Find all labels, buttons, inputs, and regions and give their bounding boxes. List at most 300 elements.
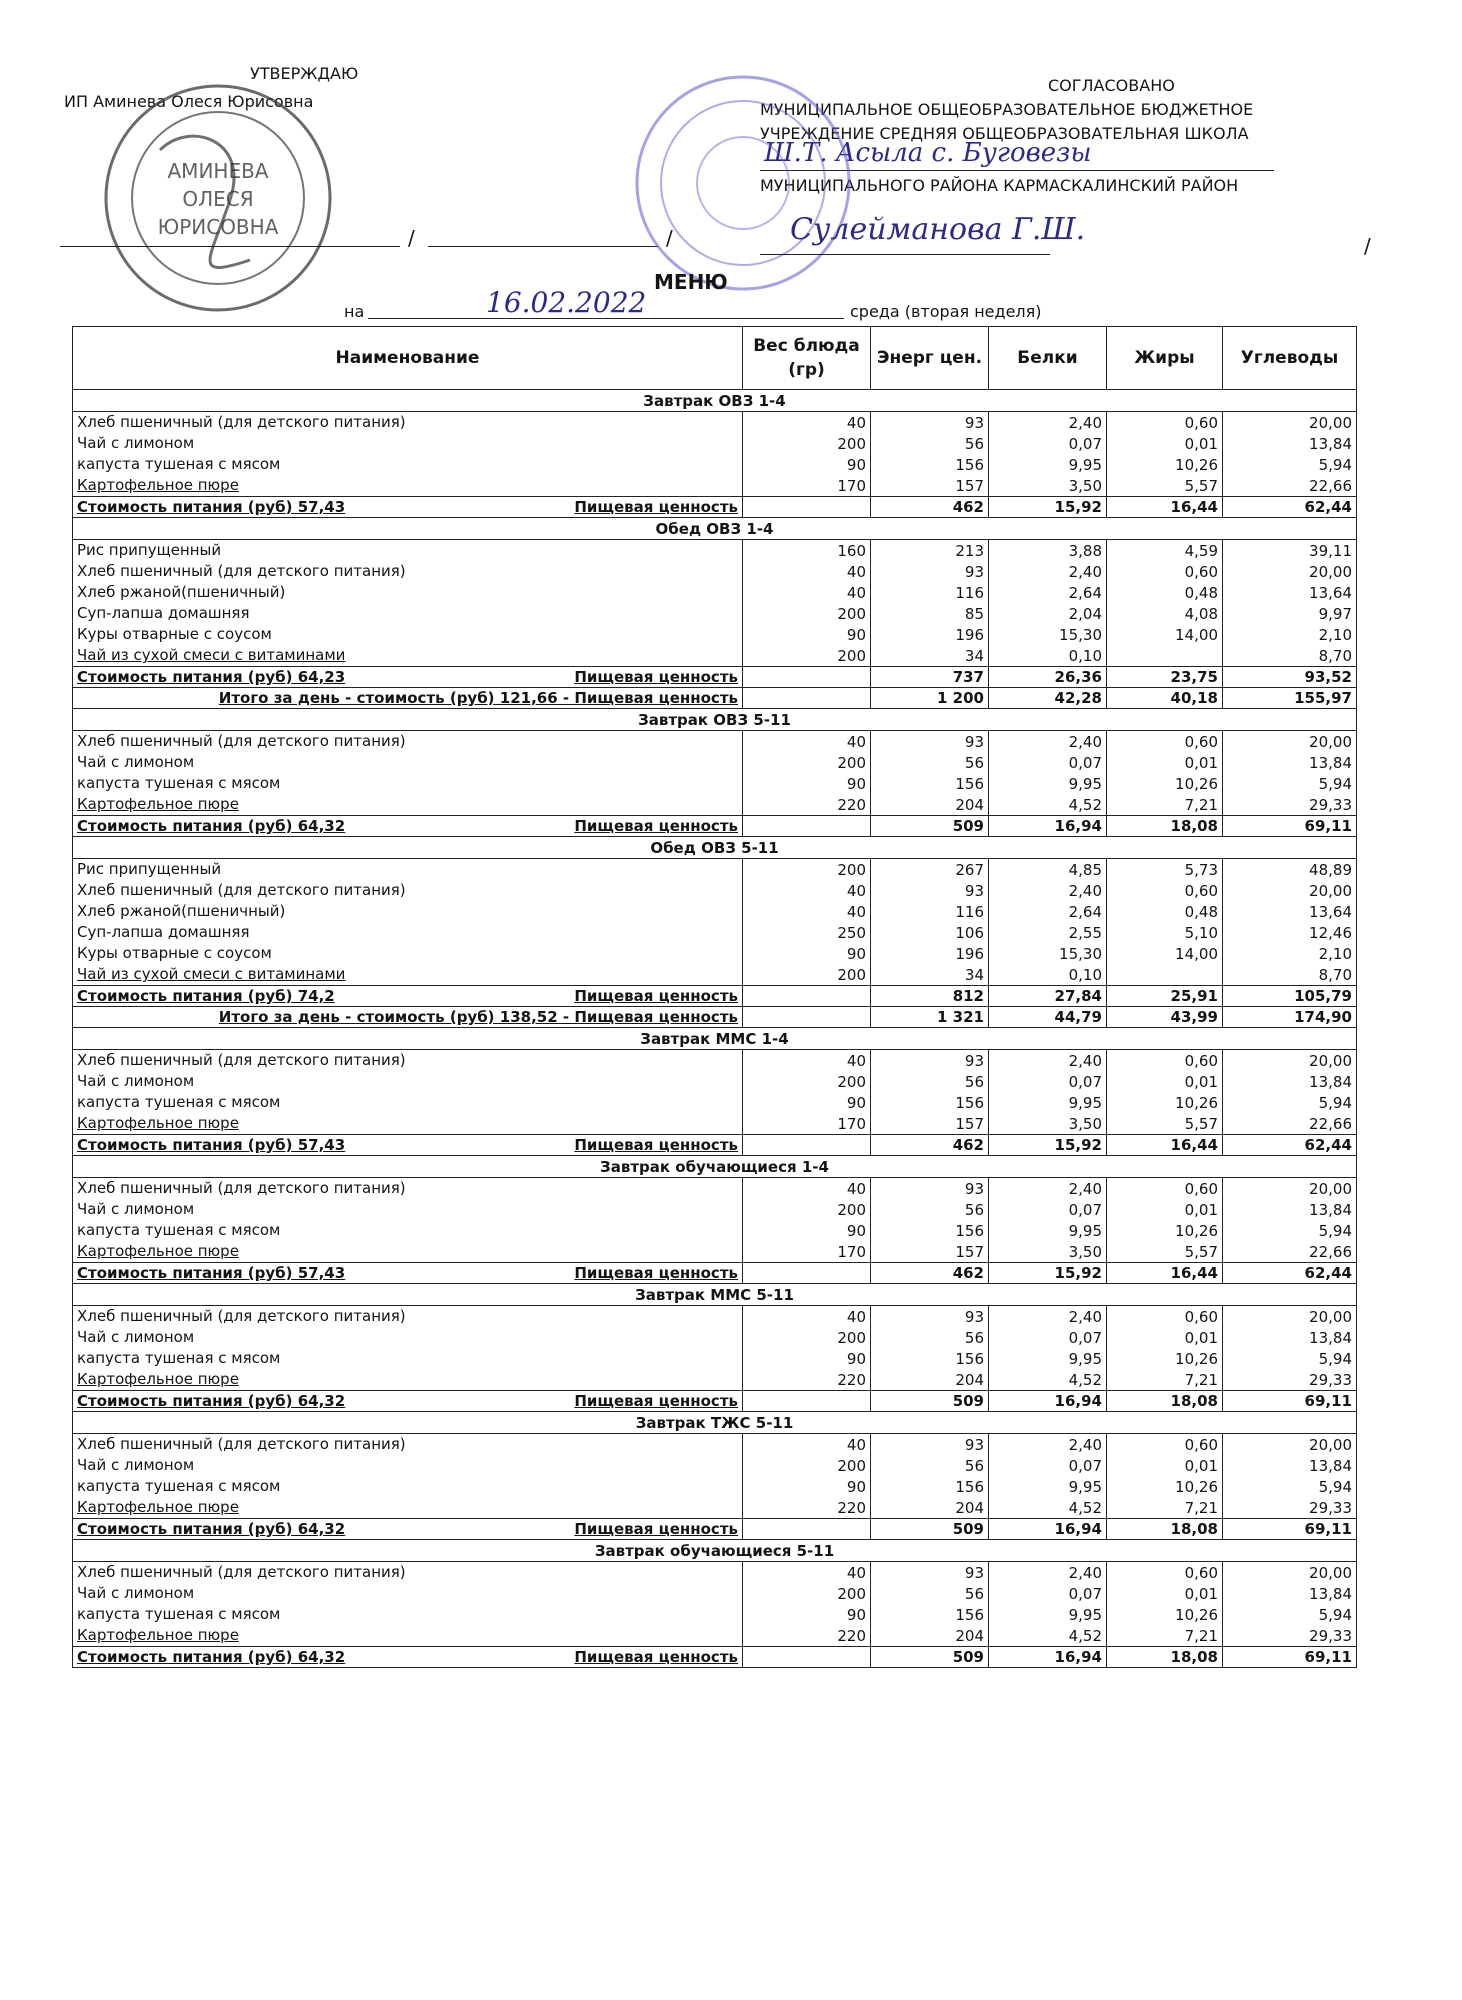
- dish-energy: 156: [871, 1348, 989, 1369]
- dish-weight: 200: [743, 964, 871, 986]
- dish-weight: 40: [743, 1306, 871, 1328]
- school-stamp: [632, 72, 854, 294]
- dish-row: [73, 475, 1357, 497]
- total-carbs: 62,44: [1223, 497, 1357, 518]
- dish-energy: 157: [871, 1241, 989, 1263]
- dish-row: [73, 1348, 1357, 1369]
- dish-weight: 220: [743, 1497, 871, 1519]
- dish-carbs: 13,84: [1223, 1455, 1357, 1476]
- total-fat: 18,08: [1107, 1391, 1223, 1412]
- dish-row: [73, 752, 1357, 773]
- dish-weight: 40: [743, 731, 871, 753]
- day-total-label: Итого за день - стоимость (руб) 121,66 - Пищевая ценность: [73, 688, 743, 709]
- section-title: Завтрак обучающиеся 1-4: [73, 1156, 1357, 1178]
- cost-label: Стоимость питания (руб) 57,43: [77, 1264, 346, 1282]
- total-protein: 26,36: [989, 667, 1107, 688]
- dish-carbs: 12,46: [1223, 922, 1357, 943]
- date-prefix: на: [344, 302, 365, 321]
- section-cost-cell: [73, 1391, 743, 1412]
- dish-row: [73, 454, 1357, 475]
- dish-name: капуста тушеная с мясом: [73, 1348, 743, 1369]
- dish-energy: 93: [871, 1306, 989, 1328]
- dish-row: [73, 943, 1357, 964]
- dish-protein: 2,04: [989, 603, 1107, 624]
- cost-label: Стоимость питания (руб) 64,32: [77, 1520, 346, 1538]
- section-total-row: [73, 667, 1357, 688]
- org-handwritten-name: Ш.Т. Асыла с. Буговезы: [764, 138, 1092, 168]
- dish-carbs: 29,33: [1223, 1625, 1357, 1647]
- dish-carbs: 29,33: [1223, 794, 1357, 816]
- dish-weight: 200: [743, 859, 871, 881]
- total-protein: 16,94: [989, 1391, 1107, 1412]
- total-weight-empty: [743, 1647, 871, 1668]
- dish-name: Чай с лимоном: [73, 1583, 743, 1604]
- dish-row: [73, 1241, 1357, 1263]
- approver-name: ИП Аминева Олеся Юрисовна: [64, 92, 314, 111]
- section-total-row: [73, 1519, 1357, 1540]
- dish-energy: 157: [871, 1113, 989, 1135]
- dish-fat: [1107, 964, 1223, 986]
- total-weight-empty: [743, 1135, 871, 1156]
- dish-carbs: 20,00: [1223, 561, 1357, 582]
- dish-weight: 90: [743, 624, 871, 645]
- dish-energy: 56: [871, 1583, 989, 1604]
- dish-weight: 90: [743, 1604, 871, 1625]
- total-protein: 27,84: [989, 986, 1107, 1007]
- dish-row: [73, 1455, 1357, 1476]
- total-fat: 23,75: [1107, 667, 1223, 688]
- day-total-carbs: 174,90: [1223, 1007, 1357, 1028]
- dish-row: [73, 1434, 1357, 1456]
- dish-protein: 3,50: [989, 1113, 1107, 1135]
- dish-name: Хлеб пшеничный (для детского питания): [73, 1178, 743, 1200]
- dish-fat: 0,01: [1107, 1327, 1223, 1348]
- day-total-weight-empty: [743, 688, 871, 709]
- nutrition-value-label: Пищевая ценность: [574, 1392, 738, 1410]
- dish-protein: 0,07: [989, 1327, 1107, 1348]
- dish-row: [73, 1562, 1357, 1584]
- dish-carbs: 20,00: [1223, 1050, 1357, 1072]
- dish-carbs: 22,66: [1223, 1113, 1357, 1135]
- dish-name: капуста тушеная с мясом: [73, 1476, 743, 1497]
- day-total-protein: 42,28: [989, 688, 1107, 709]
- section-total-row: [73, 986, 1357, 1007]
- dish-weight: 90: [743, 943, 871, 964]
- dish-protein: 4,52: [989, 1497, 1107, 1519]
- dish-fat: 0,60: [1107, 1562, 1223, 1584]
- dish-carbs: 20,00: [1223, 1434, 1357, 1456]
- dish-energy: 156: [871, 773, 989, 794]
- dish-row: [73, 1327, 1357, 1348]
- dish-weight: 170: [743, 475, 871, 497]
- cost-label: Стоимость питания (руб) 74,2: [77, 987, 335, 1005]
- dish-fat: 7,21: [1107, 1625, 1223, 1647]
- dish-weight: 170: [743, 1113, 871, 1135]
- dish-row: [73, 412, 1357, 434]
- dish-protein: 3,50: [989, 1241, 1107, 1263]
- dish-name: Куры отварные с соусом: [73, 943, 743, 964]
- dish-energy: 267: [871, 859, 989, 881]
- dish-protein: 2,40: [989, 1434, 1107, 1456]
- dish-weight: 90: [743, 1220, 871, 1241]
- total-protein: 16,94: [989, 816, 1107, 837]
- dish-fat: 0,60: [1107, 1178, 1223, 1200]
- dish-carbs: 5,94: [1223, 1092, 1357, 1113]
- dish-row: [73, 731, 1357, 753]
- dish-row: [73, 1178, 1357, 1200]
- dish-energy: 156: [871, 1092, 989, 1113]
- dish-name: Чай с лимоном: [73, 433, 743, 454]
- dish-carbs: 13,84: [1223, 1199, 1357, 1220]
- dish-protein: 0,07: [989, 433, 1107, 454]
- dish-weight: 40: [743, 1562, 871, 1584]
- dish-protein: 4,85: [989, 859, 1107, 881]
- section-cost-cell: [73, 1519, 743, 1540]
- dish-name: Хлеб пшеничный (для детского питания): [73, 1050, 743, 1072]
- dish-row: [73, 433, 1357, 454]
- dish-protein: 2,40: [989, 1050, 1107, 1072]
- dish-weight: 40: [743, 582, 871, 603]
- dish-energy: 116: [871, 582, 989, 603]
- total-fat: 16,44: [1107, 497, 1223, 518]
- dish-protein: 9,95: [989, 454, 1107, 475]
- menu-table: [72, 326, 1357, 1668]
- dish-energy: 93: [871, 731, 989, 753]
- date-handwritten: 16.02.2022: [486, 286, 647, 319]
- dish-energy: 156: [871, 1220, 989, 1241]
- dish-carbs: 13,84: [1223, 1071, 1357, 1092]
- day-total-energy: 1 321: [871, 1007, 989, 1028]
- dish-fat: 0,60: [1107, 412, 1223, 434]
- dish-protein: 0,07: [989, 1199, 1107, 1220]
- section-title: Завтрак обучающиеся 5-11: [73, 1540, 1357, 1562]
- dish-row: [73, 1476, 1357, 1497]
- dish-row: [73, 1220, 1357, 1241]
- dish-weight: 200: [743, 752, 871, 773]
- dish-energy: 204: [871, 1625, 989, 1647]
- dish-energy: 204: [871, 794, 989, 816]
- section-cost-cell: [73, 1647, 743, 1668]
- dish-carbs: 13,64: [1223, 582, 1357, 603]
- dish-protein: 2,40: [989, 1178, 1107, 1200]
- approver-slash-2: /: [666, 226, 673, 250]
- total-fat: 18,08: [1107, 816, 1223, 837]
- dish-row: [73, 540, 1357, 562]
- org-line-3: МУНИЦИПАЛЬНОГО РАЙОНА КАРМАСКАЛИНСКИЙ РАЙОН: [760, 176, 1239, 195]
- nutrition-value-label: Пищевая ценность: [574, 987, 738, 1005]
- dish-protein: 0,10: [989, 645, 1107, 667]
- svg-text:ОЛЕСЯ: ОЛЕСЯ: [182, 187, 254, 211]
- dish-name: капуста тушеная с мясом: [73, 454, 743, 475]
- dish-energy: 196: [871, 943, 989, 964]
- dish-energy: 34: [871, 964, 989, 986]
- dish-row: [73, 1092, 1357, 1113]
- dish-fat: 0,60: [1107, 1434, 1223, 1456]
- total-weight-empty: [743, 667, 871, 688]
- day-total-fat: 43,99: [1107, 1007, 1223, 1028]
- section-total-row: [73, 497, 1357, 518]
- dish-name: Чай из сухой смеси с витаминами: [73, 964, 743, 986]
- dish-carbs: 2,10: [1223, 624, 1357, 645]
- dish-row: [73, 1306, 1357, 1328]
- nutrition-value-label: Пищевая ценность: [574, 1648, 738, 1666]
- dish-name: капуста тушеная с мясом: [73, 1220, 743, 1241]
- dish-carbs: 29,33: [1223, 1497, 1357, 1519]
- dish-row: [73, 1071, 1357, 1092]
- dish-protein: 2,40: [989, 412, 1107, 434]
- section-title: Завтрак ОВЗ 1-4: [73, 390, 1357, 412]
- dish-fat: 5,57: [1107, 475, 1223, 497]
- signer-line: [760, 254, 1050, 255]
- section-cost-cell: [73, 986, 743, 1007]
- nutrition-value-label: Пищевая ценность: [574, 1264, 738, 1282]
- section-title: Обед ОВЗ 1-4: [73, 518, 1357, 540]
- total-carbs: 105,79: [1223, 986, 1357, 1007]
- dish-name: Хлеб пшеничный (для детского питания): [73, 412, 743, 434]
- total-carbs: 62,44: [1223, 1135, 1357, 1156]
- section-title-row: [73, 1412, 1357, 1434]
- dish-name: Чай с лимоном: [73, 1071, 743, 1092]
- dish-name: Хлеб пшеничный (для детского питания): [73, 561, 743, 582]
- dish-weight: 40: [743, 412, 871, 434]
- section-title: Завтрак ММС 1-4: [73, 1028, 1357, 1050]
- dish-fat: 0,60: [1107, 731, 1223, 753]
- dish-weight: 200: [743, 1583, 871, 1604]
- approver-slash-1: /: [408, 226, 415, 250]
- dish-carbs: 5,94: [1223, 1220, 1357, 1241]
- dish-weight: 200: [743, 645, 871, 667]
- dish-weight: 40: [743, 880, 871, 901]
- dish-name: Чай с лимоном: [73, 1455, 743, 1476]
- section-title: Завтрак ММС 5-11: [73, 1284, 1357, 1306]
- dish-energy: 204: [871, 1369, 989, 1391]
- dish-fat: 7,21: [1107, 1497, 1223, 1519]
- col-header-carbs: Углеводы: [1223, 327, 1357, 390]
- dish-row: [73, 1199, 1357, 1220]
- svg-text:ЮРИСОВНА: ЮРИСОВНА: [157, 215, 279, 239]
- dish-weight: 40: [743, 1434, 871, 1456]
- dish-fat: 0,01: [1107, 433, 1223, 454]
- day-total-protein: 44,79: [989, 1007, 1107, 1028]
- dish-fat: 0,60: [1107, 1050, 1223, 1072]
- dish-carbs: 39,11: [1223, 540, 1357, 562]
- section-total-row: [73, 1391, 1357, 1412]
- total-protein: 16,94: [989, 1647, 1107, 1668]
- total-fat: 18,08: [1107, 1519, 1223, 1540]
- total-fat: 25,91: [1107, 986, 1223, 1007]
- dish-energy: 56: [871, 1327, 989, 1348]
- dish-energy: 85: [871, 603, 989, 624]
- dish-carbs: 20,00: [1223, 731, 1357, 753]
- dish-name: Чай с лимоном: [73, 752, 743, 773]
- dish-carbs: 2,10: [1223, 943, 1357, 964]
- total-energy: 737: [871, 667, 989, 688]
- total-weight-empty: [743, 1391, 871, 1412]
- dish-row: [73, 901, 1357, 922]
- dish-weight: 220: [743, 794, 871, 816]
- total-energy: 812: [871, 986, 989, 1007]
- section-title: Обед ОВЗ 5-11: [73, 837, 1357, 859]
- cost-label: Стоимость питания (руб) 57,43: [77, 1136, 346, 1154]
- section-cost-cell: [73, 1263, 743, 1284]
- col-header-energy: Энерг цен.: [871, 327, 989, 390]
- dish-energy: 56: [871, 1071, 989, 1092]
- total-energy: 509: [871, 816, 989, 837]
- dish-energy: 93: [871, 1562, 989, 1584]
- dish-carbs: 8,70: [1223, 645, 1357, 667]
- dish-energy: 93: [871, 880, 989, 901]
- dish-protein: 0,07: [989, 1071, 1107, 1092]
- dish-row: [73, 1583, 1357, 1604]
- section-title-row: [73, 1284, 1357, 1306]
- dish-name: капуста тушеная с мясом: [73, 1604, 743, 1625]
- dish-fat: 0,48: [1107, 582, 1223, 603]
- dish-energy: 56: [871, 1455, 989, 1476]
- dish-name: Хлеб ржаной(пшеничный): [73, 901, 743, 922]
- dish-row: [73, 1113, 1357, 1135]
- dish-fat: 5,57: [1107, 1241, 1223, 1263]
- nutrition-value-label: Пищевая ценность: [574, 817, 738, 835]
- day-label: среда (вторая неделя): [850, 302, 1042, 321]
- dish-name: Хлеб пшеничный (для детского питания): [73, 1562, 743, 1584]
- dish-weight: 40: [743, 1050, 871, 1072]
- dish-name: Чай с лимоном: [73, 1327, 743, 1348]
- total-protein: 15,92: [989, 1135, 1107, 1156]
- dish-energy: 156: [871, 454, 989, 475]
- dish-fat: 10,26: [1107, 1604, 1223, 1625]
- dish-protein: 9,95: [989, 1220, 1107, 1241]
- total-protein: 15,92: [989, 497, 1107, 518]
- section-title-row: [73, 390, 1357, 412]
- dish-fat: [1107, 645, 1223, 667]
- signer-handwritten: Сулейманова Г.Ш.: [790, 212, 1086, 247]
- dish-row: [73, 880, 1357, 901]
- menu-table-body: [73, 390, 1357, 1668]
- nutrition-value-label: Пищевая ценность: [574, 668, 738, 686]
- col-header-protein: Белки: [989, 327, 1107, 390]
- dish-weight: 200: [743, 1327, 871, 1348]
- total-carbs: 93,52: [1223, 667, 1357, 688]
- dish-carbs: 5,94: [1223, 773, 1357, 794]
- dish-row: [73, 1497, 1357, 1519]
- dish-weight: 220: [743, 1369, 871, 1391]
- dish-name: Хлеб пшеничный (для детского питания): [73, 880, 743, 901]
- dish-name: Картофельное пюре: [73, 475, 743, 497]
- dish-fat: 10,26: [1107, 773, 1223, 794]
- dish-carbs: 13,84: [1223, 1583, 1357, 1604]
- dish-name: Хлеб ржаной(пшеничный): [73, 582, 743, 603]
- section-title: Завтрак ТЖС 5-11: [73, 1412, 1357, 1434]
- total-carbs: 69,11: [1223, 1519, 1357, 1540]
- section-title: Завтрак ОВЗ 5-11: [73, 709, 1357, 731]
- dish-fat: 14,00: [1107, 624, 1223, 645]
- total-fat: 18,08: [1107, 1647, 1223, 1668]
- approve-label: УТВЕРЖДАЮ: [250, 64, 359, 83]
- total-energy: 462: [871, 1263, 989, 1284]
- dish-name: Суп-лапша домашняя: [73, 603, 743, 624]
- dish-weight: 220: [743, 1625, 871, 1647]
- dish-carbs: 13,84: [1223, 752, 1357, 773]
- day-total-label: Итого за день - стоимость (руб) 138,52 - Пищевая ценность: [73, 1007, 743, 1028]
- dish-weight: 250: [743, 922, 871, 943]
- dish-row: [73, 1604, 1357, 1625]
- dish-energy: 93: [871, 1434, 989, 1456]
- dish-carbs: 48,89: [1223, 859, 1357, 881]
- dish-carbs: 5,94: [1223, 1604, 1357, 1625]
- dish-protein: 9,95: [989, 773, 1107, 794]
- dish-protein: 2,55: [989, 922, 1107, 943]
- dish-energy: 156: [871, 1604, 989, 1625]
- dish-protein: 0,07: [989, 1583, 1107, 1604]
- cost-label: Стоимость питания (руб) 64,32: [77, 817, 346, 835]
- dish-energy: 56: [871, 752, 989, 773]
- dish-protein: 2,40: [989, 561, 1107, 582]
- org-line-2: УЧРЕЖДЕНИЕ СРЕДНЯЯ ОБЩЕОБРАЗОВАТЕЛЬНАЯ ШКОЛА: [760, 124, 1249, 143]
- dish-carbs: 29,33: [1223, 1369, 1357, 1391]
- dish-name: Картофельное пюре: [73, 794, 743, 816]
- dish-name: капуста тушеная с мясом: [73, 773, 743, 794]
- dish-weight: 200: [743, 1199, 871, 1220]
- dish-fat: 7,21: [1107, 1369, 1223, 1391]
- dish-protein: 3,88: [989, 540, 1107, 562]
- dish-row: [73, 624, 1357, 645]
- dish-energy: 116: [871, 901, 989, 922]
- agreed-label: СОГЛАСОВАНО: [1048, 76, 1175, 95]
- dish-row: [73, 645, 1357, 667]
- section-title-row: [73, 1540, 1357, 1562]
- dish-carbs: 22,66: [1223, 1241, 1357, 1263]
- col-header-name: Наименование: [73, 327, 743, 390]
- dish-weight: 90: [743, 1476, 871, 1497]
- dish-fat: 0,01: [1107, 1071, 1223, 1092]
- total-carbs: 69,11: [1223, 816, 1357, 837]
- dish-weight: 40: [743, 561, 871, 582]
- dish-fat: 10,26: [1107, 454, 1223, 475]
- dish-name: Хлеб пшеничный (для детского питания): [73, 1434, 743, 1456]
- dish-protein: 9,95: [989, 1092, 1107, 1113]
- dish-name: капуста тушеная с мясом: [73, 1092, 743, 1113]
- day-total-weight-empty: [743, 1007, 871, 1028]
- day-total-row: [73, 688, 1357, 709]
- dish-fat: 7,21: [1107, 794, 1223, 816]
- dish-carbs: 22,66: [1223, 475, 1357, 497]
- dish-protein: 0,07: [989, 1455, 1107, 1476]
- dish-fat: 5,73: [1107, 859, 1223, 881]
- dish-fat: 0,01: [1107, 752, 1223, 773]
- dish-protein: 2,40: [989, 1562, 1107, 1584]
- nutrition-value-label: Пищевая ценность: [574, 498, 738, 516]
- nutrition-value-label: Пищевая ценность: [574, 1136, 738, 1154]
- dish-name: Картофельное пюре: [73, 1625, 743, 1647]
- dish-name: Куры отварные с соусом: [73, 624, 743, 645]
- dish-energy: 93: [871, 1050, 989, 1072]
- cost-label: Стоимость питания (руб) 57,43: [77, 498, 346, 516]
- section-cost-cell: [73, 667, 743, 688]
- dish-protein: 0,10: [989, 964, 1107, 986]
- signer-slash: /: [1364, 234, 1371, 258]
- dish-carbs: 8,70: [1223, 964, 1357, 986]
- day-total-row: [73, 1007, 1357, 1028]
- dish-carbs: 5,94: [1223, 454, 1357, 475]
- section-total-row: [73, 1263, 1357, 1284]
- total-carbs: 69,11: [1223, 1647, 1357, 1668]
- section-total-row: [73, 1135, 1357, 1156]
- dish-fat: 4,59: [1107, 540, 1223, 562]
- dish-energy: 204: [871, 1497, 989, 1519]
- dish-fat: 10,26: [1107, 1348, 1223, 1369]
- dish-energy: 196: [871, 624, 989, 645]
- total-weight-empty: [743, 1263, 871, 1284]
